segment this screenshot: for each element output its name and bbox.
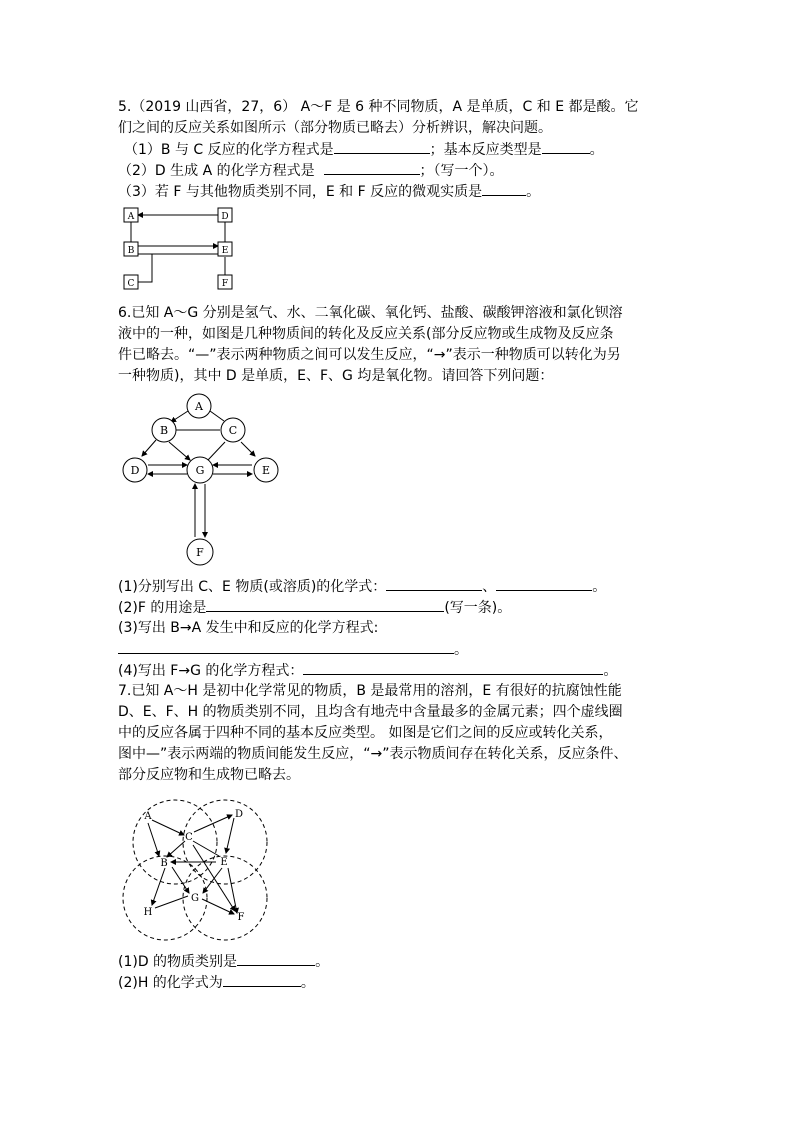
q5-subq-3: （3）若 F 与其他物质类别不同，E 和 F 反应的微观实质是 。 bbox=[118, 181, 540, 202]
q7-line-2: D、E、F、H 的物质类别不同，且均含有地壳中含量最多的金属元素；四个虚线圈 bbox=[118, 704, 623, 720]
q7-node-e: E bbox=[220, 857, 228, 868]
q6-line-3: 件已略去。“—”表示两种物质之间可以发生反应，“→”表示一种物质可以转化为另 bbox=[118, 347, 621, 363]
q5-node-a: A bbox=[127, 212, 135, 222]
q7-node-g: G bbox=[191, 893, 199, 904]
q7-node-c: C bbox=[185, 832, 193, 843]
q7-subq-2: (2)H 的化学式为 。 bbox=[118, 972, 315, 993]
q6-answer-blank-2[interactable] bbox=[496, 576, 592, 591]
q5-node-b: B bbox=[127, 246, 135, 256]
q5-node-c: C bbox=[127, 279, 135, 289]
q7-line-3: 中的反应各属于四种不同的基本反应类型。 如图是它们之间的反应或转化关系， bbox=[118, 725, 613, 741]
q6-node-e: E bbox=[261, 464, 271, 477]
q7-diagram bbox=[118, 795, 278, 945]
q7-answer-blank-1[interactable] bbox=[237, 951, 315, 966]
q6-node-f: F bbox=[196, 546, 204, 559]
q5-node-e: E bbox=[221, 246, 229, 256]
q6-subq-3-answer: 。 bbox=[118, 639, 468, 660]
q7-node-a: A bbox=[144, 811, 152, 822]
q6-node-c: C bbox=[228, 424, 238, 437]
q6-answer-blank-5[interactable] bbox=[303, 660, 603, 675]
q6-node-d: D bbox=[130, 464, 140, 477]
q6-line-4: 一种物质)，其中 D 是单质，E、F、G 均是氧化物。请回答下列问题： bbox=[118, 368, 554, 384]
q7-node-b: B bbox=[160, 858, 168, 869]
q7-line-1: 7.已知 A～H 是初中化学常见的物质，B 是最常用的溶剂，E 有很好的抗腐蚀性能 bbox=[118, 683, 622, 699]
q5-node-f: F bbox=[221, 279, 229, 289]
q6-answer-blank-1[interactable] bbox=[386, 576, 482, 591]
q6-diagram bbox=[118, 390, 288, 570]
q6-subq-4: (4)写出 F→G 的化学方程式： 。 bbox=[118, 660, 617, 681]
q5-answer-blank-3[interactable] bbox=[324, 160, 420, 175]
q5-answer-blank-4[interactable] bbox=[482, 181, 526, 196]
q6-node-b: B bbox=[159, 424, 169, 437]
q5-line-2: 们之间的反应关系如图所示（部分物质已略去）分析辨识，解决问题。 bbox=[118, 120, 552, 136]
q6-answer-blank-4[interactable] bbox=[118, 639, 454, 654]
q6-subq-3: (3)写出 B→A 发生中和反应的化学方程式: bbox=[118, 620, 379, 636]
q7-node-d: D bbox=[234, 809, 244, 820]
q6-subq-2: (2)F 的用途是 (写一条)。 bbox=[118, 597, 511, 618]
q7-answer-blank-2[interactable] bbox=[223, 972, 301, 987]
q5-subq-1: （1）B 与 C 反应的化学方程式是 ；基本反应类型是 。 bbox=[124, 139, 604, 160]
q5-answer-blank-1[interactable] bbox=[334, 139, 430, 154]
q6-node-g: G bbox=[195, 464, 205, 477]
q6-node-a: A bbox=[195, 400, 203, 413]
q5-line-1: 5.（2019 山西省，27，6） A～F 是 6 种不同物质，A 是单质，C 和 E 都是酸。它 bbox=[118, 99, 639, 115]
q5-answer-blank-2[interactable] bbox=[542, 139, 590, 154]
q7-subq-1: (1)D 的物质类别是 。 bbox=[118, 951, 329, 972]
q5-subq-2: （2）D 生成 A 的化学方程式是 ；（写一个）。 bbox=[118, 160, 504, 181]
q6-line-1: 6.已知 A～G 分别是氢气、水、二氧化碳、氧化钙、盐酸、碳酸钾溶液和氯化钡溶 bbox=[118, 305, 623, 321]
q7-node-h: H bbox=[143, 907, 153, 918]
q7-line-5: 部分反应物和生成物已略去。 bbox=[118, 767, 300, 783]
q6-subq-1: (1)分别写出 C、E 物质(或溶质)的化学式： 、 。 bbox=[118, 576, 606, 597]
q5-node-d: D bbox=[221, 212, 229, 222]
q7-line-4: 图中—”表示两端的物质间能发生反应，“→”表示物质间存在转化关系，反应条件、 bbox=[118, 746, 628, 762]
q5-diagram bbox=[118, 204, 248, 294]
q6-line-2: 液中的一种，如图是几种物质间的转化及反应关系(部分反应物或生成物及反应条 bbox=[118, 326, 614, 342]
q6-answer-blank-3[interactable] bbox=[206, 597, 444, 612]
q7-node-f: F bbox=[237, 912, 245, 923]
